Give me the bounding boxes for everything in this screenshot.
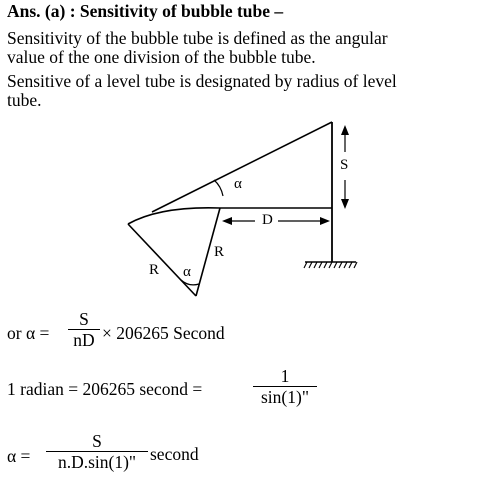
formula1-fraction bbox=[68, 309, 100, 350]
formula1-prefix: or α = bbox=[7, 323, 50, 343]
ground-hatching bbox=[304, 262, 357, 268]
s-label: S bbox=[340, 157, 349, 173]
formula2-text: 1 radian = 206265 second = bbox=[7, 379, 203, 399]
d-arrow-left-head bbox=[222, 217, 232, 225]
designation-line-1: Sensitive of a level tube is designated by radius of level bbox=[7, 71, 397, 91]
s-arrow-up-head bbox=[341, 125, 349, 135]
designation-line-2: tube. bbox=[7, 90, 42, 110]
formula2-fraction bbox=[253, 366, 317, 407]
formula3-numerator: S bbox=[92, 431, 102, 451]
formula1-suffix: × 206265 Second bbox=[102, 323, 225, 343]
formula3-denominator: n.D.sin(1)" bbox=[46, 451, 148, 472]
s-arrow-down-head bbox=[341, 199, 349, 209]
radius-label-right: R bbox=[214, 244, 225, 260]
d-arrow-right-head bbox=[320, 217, 330, 225]
alpha-label-centre: α bbox=[183, 264, 191, 280]
answer-heading: Ans. (a) : Sensitivity of bubble tube – bbox=[7, 1, 284, 21]
radius-label-left: R bbox=[149, 262, 160, 278]
radius-left bbox=[128, 224, 196, 296]
formula3-prefix: α = bbox=[7, 446, 31, 466]
bubble-tube-arc bbox=[128, 208, 220, 224]
formula2-denominator: sin(1)" bbox=[253, 386, 317, 407]
formula1-denominator: nD bbox=[68, 329, 100, 350]
alpha-label-top: α bbox=[234, 176, 242, 192]
formula3-fraction bbox=[46, 431, 148, 472]
definition-line-1: Sensitivity of the bubble tube is defined as the angular bbox=[7, 28, 388, 48]
line-of-sight-upper bbox=[152, 122, 332, 212]
d-label: D bbox=[262, 212, 273, 228]
definition-line-2: value of the one division of the bubble tube. bbox=[7, 47, 316, 67]
formula1-numerator: S bbox=[79, 309, 89, 329]
formula2-numerator: 1 bbox=[280, 366, 290, 386]
angle-arc-top bbox=[214, 180, 223, 196]
formula3-suffix: second bbox=[150, 444, 199, 464]
